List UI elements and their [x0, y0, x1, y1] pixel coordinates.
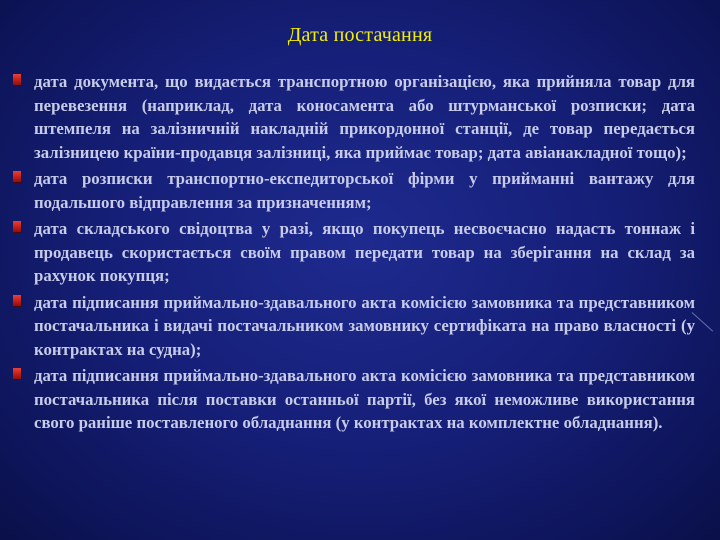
list-item-text: дата складського свідоцтва у разі, якщо покупець несвоєчасно надасть тоннаж і продавець скористається своїм правом передати товар на зберігання на склад за рахунок покупця;	[34, 219, 695, 285]
square-bullet-icon	[13, 221, 21, 232]
list-item	[13, 70, 695, 164]
list-item-text: дата документа, що видається транспортною організацією, яка прийняла товар для перевезення (наприклад, дата коносамента або штурманської розписки; дата штемпеля на залізничній накладній прикордонної станції, де товар передається залізницею країни-продавця залізниці, яка приймає товар; дата авіанакладної тощо);	[34, 72, 695, 162]
list-item-text: дата розписки транспортно-експедиторської фірми у прийманні вантажу для подальшого відправлення за призначенням;	[34, 169, 695, 212]
list-item	[13, 167, 695, 214]
slide-title: Дата постачання	[287, 24, 433, 46]
list-item	[13, 364, 695, 435]
square-bullet-icon	[13, 368, 21, 379]
square-bullet-icon	[13, 171, 21, 182]
list-item-text: дата підписання приймально-здавального акта комісією замовника та представником постачальника після поставки останньої партії, без якої неможливе використання свого раніше поставленого обладнання (у контрактах на комплектне обладнання).	[34, 366, 695, 432]
bullet-list	[13, 70, 695, 438]
list-item	[13, 217, 695, 288]
list-item-text: дата підписання приймально-здавального акта комісією замовника та представником постачальника і видачі постачальником замовнику сертифіката на право власності (у контрактах на судна);	[34, 292, 695, 359]
square-bullet-icon	[13, 295, 21, 306]
list-item	[13, 291, 695, 362]
square-bullet-icon	[13, 74, 21, 85]
